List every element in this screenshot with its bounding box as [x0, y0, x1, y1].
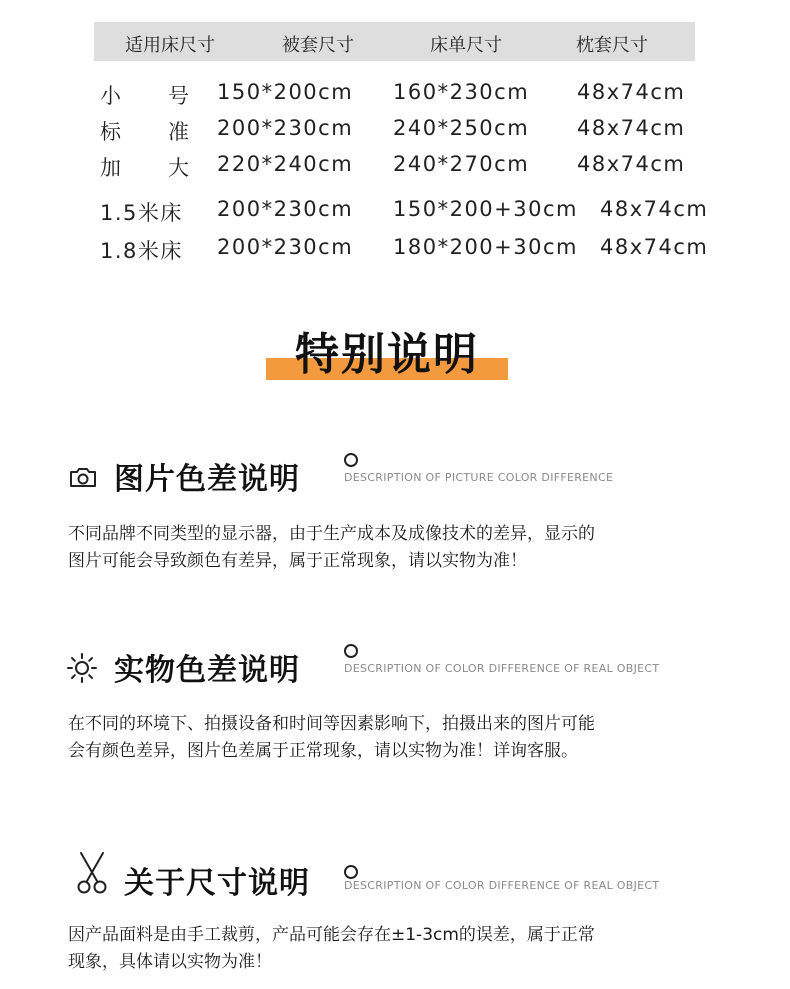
row-duvet: 220*240cm — [217, 152, 354, 176]
section-subtitle: DESCRIPTION OF PICTURE COLOR DIFFERENCE — [344, 471, 614, 484]
row-size-label: 加 — [100, 156, 121, 180]
header-duvet-size: 被套尺寸 — [282, 35, 354, 56]
header-bed-size: 适用床尺寸 — [125, 35, 215, 56]
row-pillow: 48x74cm — [600, 197, 709, 221]
table-row — [0, 152, 790, 182]
header-pillow-size: 枕套尺寸 — [576, 35, 648, 56]
row-pillow: 48x74cm — [577, 116, 686, 140]
row-sheet: 240*250cm — [393, 116, 530, 140]
ring-icon — [344, 865, 358, 879]
scissors-icon — [76, 851, 108, 899]
page-title: 特别说明 — [295, 329, 479, 380]
row-duvet: 200*230cm — [217, 235, 354, 259]
section-title: 图片色差说明 — [114, 462, 300, 497]
body-line: 在不同的环境下、拍摄设备和时间等因素影响下，拍摄出来的图片可能 — [68, 714, 595, 734]
section-subtitle: DESCRIPTION OF COLOR DIFFERENCE OF REAL OBJECT — [344, 662, 660, 675]
body-line: 会有颜色差异，图片色差属于正常现象，请以实物为准！详询客服。 — [68, 741, 578, 761]
row-size-label: 大 — [168, 156, 189, 180]
row-sheet: 180*200+30cm — [393, 235, 578, 259]
section-title: 关于尺寸说明 — [124, 866, 310, 901]
row-sheet: 150*200+30cm — [393, 197, 578, 221]
row-duvet: 200*230cm — [217, 197, 354, 221]
row-pillow: 48x74cm — [577, 152, 686, 176]
body-line: 因产品面料是由手工裁剪，产品可能会存在±1-3cm的误差，属于正常 — [68, 925, 595, 945]
header-sheet-size: 床单尺寸 — [430, 35, 502, 56]
table-header — [94, 22, 695, 61]
row-duvet: 200*230cm — [217, 116, 354, 140]
row-duvet: 150*200cm — [217, 80, 354, 104]
row-size-label: 小 — [100, 84, 121, 108]
section-body — [68, 922, 595, 976]
row-size-label: 1.8米床 — [100, 239, 183, 263]
row-size-label: 准 — [168, 120, 189, 144]
row-size-label: 标 — [100, 120, 121, 144]
table-row — [0, 235, 790, 265]
section-subtitle: DESCRIPTION OF COLOR DIFFERENCE OF REAL OBJECT — [344, 879, 660, 892]
camera-icon — [68, 466, 98, 492]
sun-icon — [66, 652, 98, 688]
row-size-label: 1.5米床 — [100, 201, 183, 225]
row-pillow: 48x74cm — [600, 235, 709, 259]
row-pillow: 48x74cm — [577, 80, 686, 104]
section-body — [68, 711, 595, 765]
body-line: 不同品牌不同类型的显示器，由于生产成本及成像技术的差异，显示的 — [68, 524, 595, 544]
row-size-label: 号 — [168, 84, 189, 108]
ring-icon — [344, 644, 358, 658]
row-sheet: 160*230cm — [393, 80, 530, 104]
body-line: 现象，具体请以实物为准！ — [68, 952, 272, 972]
section-title: 实物色差说明 — [114, 653, 300, 688]
table-row — [0, 80, 790, 110]
ring-icon — [344, 453, 358, 467]
table-row — [0, 197, 790, 227]
body-line: 图片可能会导致颜色有差异，属于正常现象，请以实物为准！ — [68, 551, 527, 571]
table-row — [0, 116, 790, 146]
section-body — [68, 521, 595, 575]
row-sheet: 240*270cm — [393, 152, 530, 176]
